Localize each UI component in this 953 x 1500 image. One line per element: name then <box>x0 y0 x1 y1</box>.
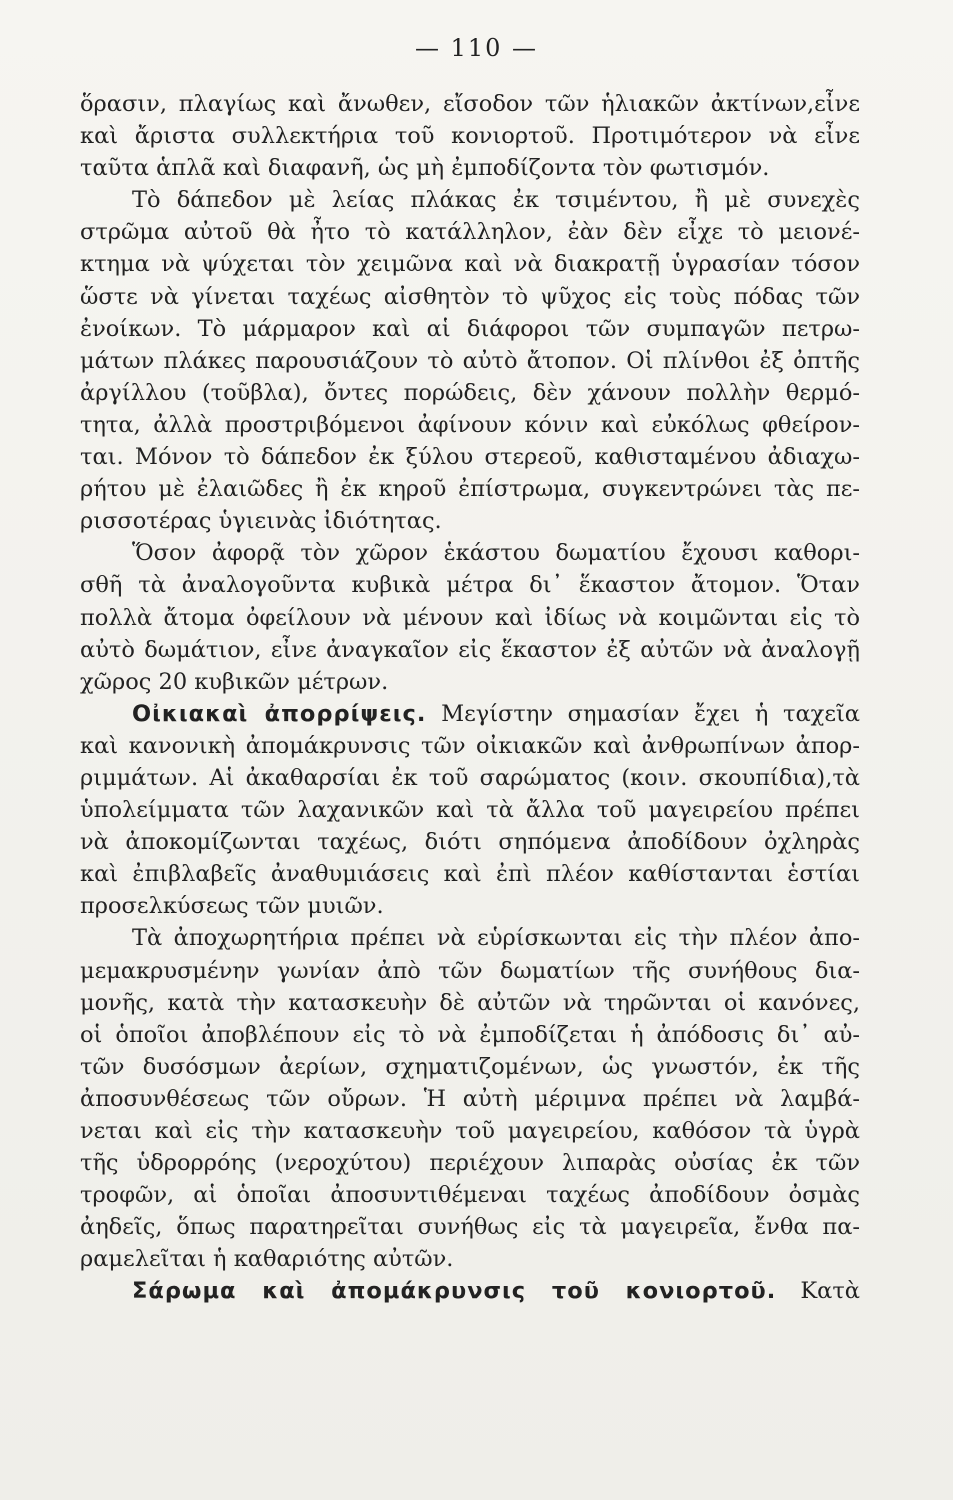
text-line: μεμακρυσμένην γωνίαν ἀπὸ τῶν δωματίων τῆς συνήθους δια- <box>80 957 860 984</box>
text-line: νεται καὶ εἰς τὴν κατασκευὴν τοῦ μαγειρείου, καθόσον τὰ ὑγρὰ <box>80 1118 860 1144</box>
heading-line-text: Μεγίστην σημασίαν ἔχει ἡ ταχεῖα <box>441 700 860 727</box>
text-line: ὑπολείμματα τῶν λαχανικῶν καὶ τὰ ἄλλα τοῦ μαγειρείου πρέπει <box>80 797 860 824</box>
text-line: αὐτὸ δωμάτιον, εἶνε ἀναγκαῖον εἰς ἕκαστον ἐξ αὐτῶν νὰ ἀναλογῇ <box>80 636 860 663</box>
text-line: νὰ ἀποκομίζωνται ταχέως, διότι σηπόμενα ἀποδίδουν ὀχληρὰς <box>80 829 860 856</box>
text-line: ται. Μόνον τὸ δάπεδον ἐκ ξύλου στερεοῦ, καθισταμένου ἀδιαχω- <box>80 444 860 471</box>
heading-line-text: Κατὰ <box>800 1278 861 1305</box>
text-line: ρήτου μὲ ἐλαιῶδες ἢ ἐκ κηροῦ ἐπίστρωμα, συγκεντρώνει τὰς πε- <box>80 476 860 503</box>
text-line: καὶ ἐπιβλαβεῖς ἀναθυμιάσεις καὶ ἐπὶ πλέον καθίστανται ἑστίαι <box>80 861 860 888</box>
text-line: τῆς ὑδρορρόης (νεροχύτου) περιέχουν λιπαρὰς οὐσίας ἐκ τῶν <box>80 1150 860 1177</box>
text-line: Τὰ ἀποχωρητήρια πρέπει νὰ εὑρίσκωνται εἰς τὴν πλέον ἀπο- <box>132 925 860 952</box>
text-line: καὶ ἄριστα συλλεκτήρια τοῦ κονιορτοῦ. Προτιμότερον νὰ εἶνε <box>80 123 860 150</box>
text-line: ρισσοτέρας ὑγιεινὰς ἰδιότητας. <box>80 508 442 535</box>
text-line: ἀηδεῖς, ὅπως παρατηρεῖται συνήθως εἰς τὰ μαγειρεῖα, ἔνθα πα- <box>80 1214 860 1241</box>
text-line: ριμμάτων. Αἱ ἀκαθαρσίαι ἐκ τοῦ σαρώματος (κοιν. σκουπίδια),τὰ <box>80 764 860 791</box>
page-number: — 110 — <box>414 34 539 62</box>
text-line: τροφῶν, αἱ ὁποῖαι ἀποσυντιθέμεναι ταχέως ἀποδίδουν ὀσμὰς <box>80 1182 860 1209</box>
text-line: κτημα νὰ ψύχεται τὸν χειμῶνα καὶ νὰ διακρατῇ ὑγρασίαν τόσον <box>80 251 860 278</box>
text-line: ὥστε νὰ γίνεται ταχέως αἰσθητὸν τὸ ψῦχος εἰς τοὺς πόδας τῶν <box>80 283 860 310</box>
text-line: ἀποσυνθέσεως τῶν οὔρων. Ἡ αὐτὴ μέριμνα πρέπει νὰ λαμβά- <box>80 1085 860 1112</box>
text-line: ραμελεῖται ἡ καθαριότης αὐτῶν. <box>80 1246 454 1273</box>
text-line: ταῦτα ἁπλᾶ καὶ διαφανῆ, ὡς μὴ ἐμποδίζοντα τὸν φωτισμόν. <box>80 155 770 182</box>
text-line <box>80 698 860 730</box>
text-line: μάτων πλάκες παρουσιάζουν τὸ αὐτὸ ἄτοπον. Οἱ πλίνθοι ἐξ ὀπτῆς <box>80 347 860 374</box>
text-line: ἀργίλλου (τοῦβλα), ὄντες πορώδεις, δὲν χάνουν πολλὴν θερμό- <box>80 379 860 406</box>
text-line <box>80 1275 860 1307</box>
text-line: τητα, ἀλλὰ προστριβόμενοι ἀφίνουν κόνιν καὶ εὐκόλως φθείρον- <box>80 411 860 438</box>
section-heading: Οἰκιακαὶ ἀπορρίψεις. <box>132 700 427 727</box>
text-line: ὅρασιν, πλαγίως καὶ ἄνωθεν, εἴσοδον τῶν ἡλιακῶν ἀκτίνων,εἶνε <box>80 91 860 117</box>
text-line: ἐνοίκων. Τὸ μάρμαρον καὶ αἱ διάφοροι τῶν συμπαγῶν πετρω- <box>80 315 860 342</box>
text-line: καὶ κανονικὴ ἀπομάκρυνσις τῶν οἰκιακῶν καὶ ἀνθρωπίνων ἀπορ- <box>80 732 860 759</box>
text-line: Ὅσον ἀφορᾷ τὸν χῶρον ἑκάστου δωματίου ἔχουσι καθορι- <box>132 540 860 567</box>
text-line: χῶρος 20 κυβικῶν μέτρων. <box>80 668 389 695</box>
text-line: στρῶμα αὐτοῦ θὰ ἦτο τὸ κατάλληλον, ἐὰν δὲν εἶχε τὸ μειονέ- <box>80 219 860 246</box>
text-line: οἱ ὁποῖοι ἀποβλέπουν εἰς τὸ νὰ ἐμποδίζεται ἡ ἀπόδοσις δι᾽ αὐ- <box>80 1021 860 1048</box>
text-line: προσελκύσεως τῶν μυιῶν. <box>80 893 384 920</box>
section-heading: Σάρωμα καὶ ἀπομάκρυνσις τοῦ κονιορτοῦ. <box>132 1278 777 1305</box>
text-line: σθῆ τὰ ἀναλογοῦντα κυβικὰ μέτρα δι᾽ ἕκαστον ἄτομον. Ὅταν <box>80 572 860 599</box>
body-text <box>80 88 860 1308</box>
text-line: μονῆς, κατὰ τὴν κατασκευὴν δὲ αὐτῶν νὰ τηρῶνται οἱ κανόνες, <box>80 989 860 1016</box>
text-line: πολλὰ ἄτομα ὀφείλουν νὰ μένουν καὶ ἰδίως νὰ κοιμῶνται εἰς τὸ <box>80 604 860 631</box>
text-line: Τὸ δάπεδον μὲ λείας πλάκας ἐκ τσιμέντου, ἢ μὲ συνεχὲς <box>132 187 860 214</box>
text-line: τῶν δυσόσμων ἀερίων, σχηματιζομένων, ὡς γνωστόν, ἐκ τῆς <box>80 1053 860 1080</box>
